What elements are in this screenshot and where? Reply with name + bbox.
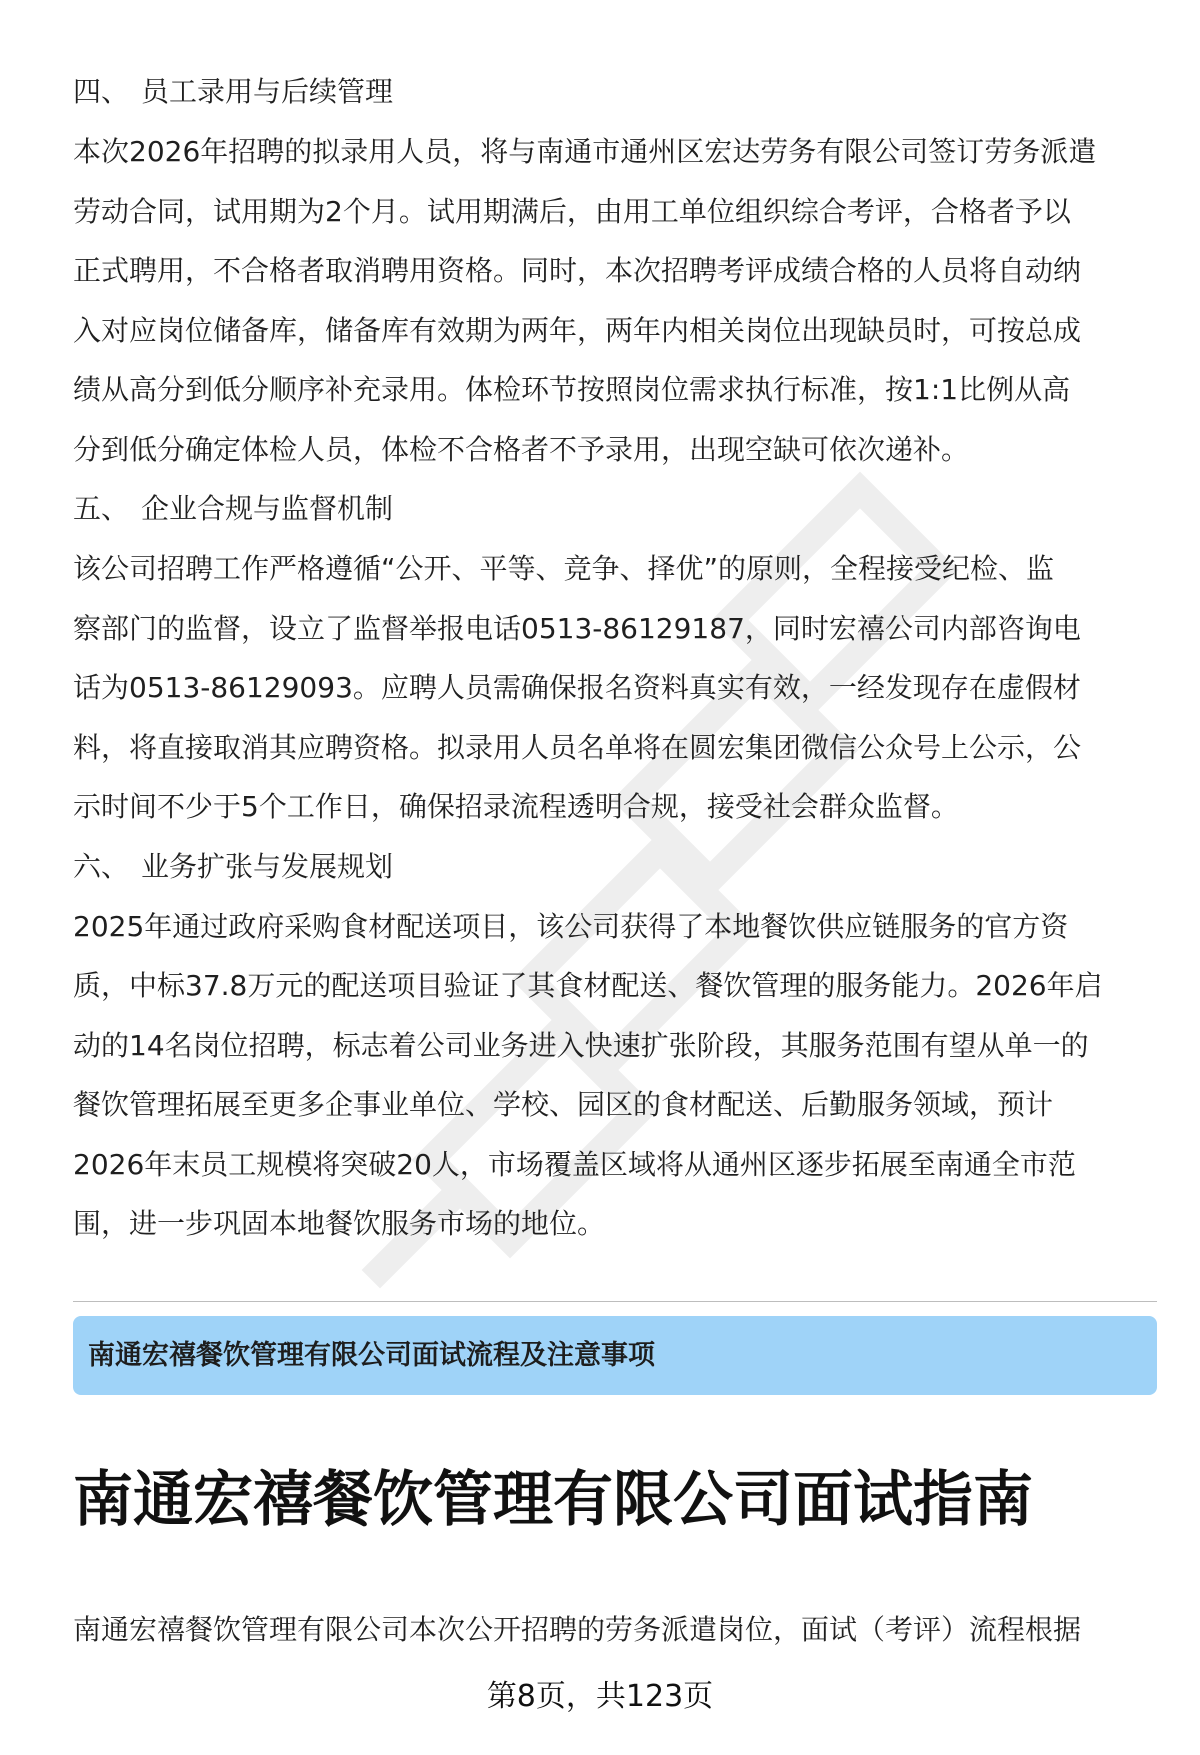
section-paragraph-6 (73, 897, 1158, 1254)
paragraph-line: 该公司招聘工作严格遵循“公开、平等、竞争、择优”的原则，全程接受纪检、监 (73, 552, 1055, 585)
paragraph-line: 话为0513-86129093。应聘人员需确保报名资料真实有效，一经发现存在虚假材 (73, 671, 1081, 704)
section-divider (73, 1301, 1157, 1302)
paragraph-line: 正式聘用，不合格者取消聘用资格。同时，本次招聘考评成绩合格的人员将自动纳 (73, 254, 1082, 287)
paragraph-line: 察部门的监督，设立了监督举报电话0513-86129187，同时宏禧公司内部咨询电 (73, 611, 1081, 645)
paragraph-line: 劳动合同，试用期为2个月。试用期满后，由用工单位组织综合考评，合格者予以 (73, 194, 1071, 228)
paragraph-line: 分到低分确定体检人员，体检不合格者不予录用，出现空缺可依次递补。 (73, 432, 970, 466)
section-heading-6 (73, 837, 1158, 897)
section-title: 企业合规与监督机制 (141, 492, 394, 525)
paragraph-line: 本次2026年招聘的拟录用人员，将与南通市通州区宏达劳务有限公司签订劳务派遣 (73, 135, 1097, 168)
intro-paragraph: 南通宏禧餐饮管理有限公司本次公开招聘的劳务派遣岗位，面试（考评）流程根据 (73, 1613, 1082, 1646)
page-title: 南通宏禧餐饮管理有限公司面试指南 (73, 1465, 1033, 1535)
page-number: 第8页，共123页 (486, 1679, 714, 1714)
chapter-banner (73, 1316, 1157, 1395)
paragraph-line: 动的14名岗位招聘，标志着公司业务进入快速扩张阶段，其服务范围有望从单一的 (73, 1028, 1089, 1062)
paragraph-line: 示时间不少于5个工作日，确保招录流程透明合规，接受社会群众监督。 (73, 790, 959, 823)
paragraph-line: 餐饮管理拓展至更多企事业单位、学校、园区的食材配送、后勤服务领域，预计 (73, 1088, 1054, 1121)
paragraph-line: 2025年通过政府采购食材配送项目，该公司获得了本地餐饮供应链服务的官方资 (73, 909, 1069, 943)
paragraph-line: 质，中标37.8万元的配送项目验证了其食材配送、餐饮管理的服务能力。2026年启 (73, 969, 1103, 1002)
paragraph-line: 绩从高分到低分顺序补充录用。体检环节按照岗位需求执行标准，按1:1比例从高 (73, 373, 1071, 406)
paragraph-line: 料，将直接取消其应聘资格。拟录用人员名单将在圆宏集团微信公众号上公示，公 (73, 730, 1082, 764)
section-paragraph-4 (73, 122, 1158, 479)
section-number: 四、 (73, 75, 130, 108)
paragraph-line: 2026年末员工规模将突破20人，市场覆盖区域将从通州区逐步拓展至南通全市范 (73, 1147, 1076, 1181)
section-title: 业务扩张与发展规划 (141, 849, 394, 883)
section-heading-4 (73, 62, 1158, 122)
paragraph-line: 入对应岗位储备库，储备库有效期为两年，两年内相关岗位出现缺员时，可按总成 (73, 313, 1082, 347)
content-area (73, 62, 1158, 1254)
section-heading-5 (73, 479, 1158, 539)
section-number: 六、 (73, 849, 130, 883)
chapter-banner-title: 南通宏禧餐饮管理有限公司面试流程及注意事项 (88, 1340, 655, 1371)
section-title: 员工录用与后续管理 (141, 75, 394, 108)
section-number: 五、 (73, 492, 130, 525)
section-paragraph-5 (73, 539, 1158, 837)
paragraph-line: 围，进一步巩固本地餐饮服务市场的地位。 (73, 1207, 606, 1240)
